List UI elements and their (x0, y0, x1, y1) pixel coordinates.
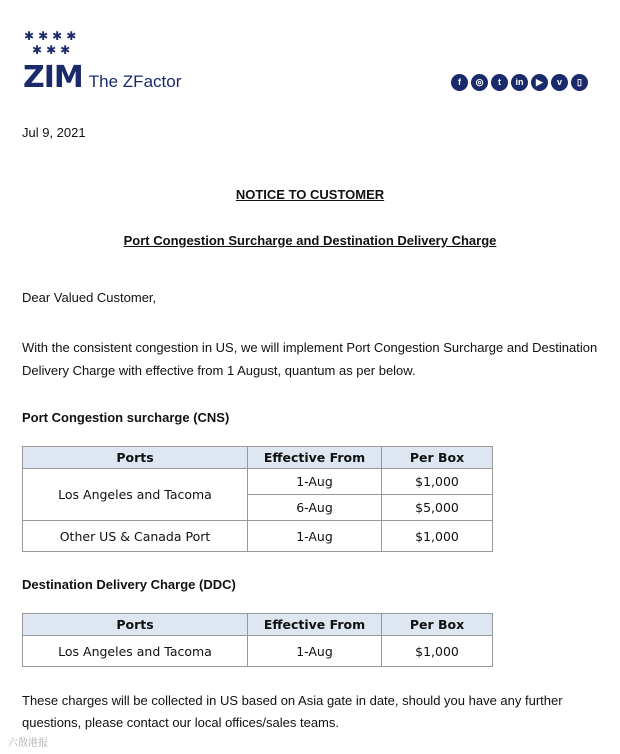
logo-tagline: The ZFactor (88, 72, 182, 91)
table-row (23, 469, 493, 495)
per-box-cell: $5,000 (382, 495, 493, 521)
letter-date: Jul 9, 2021 (22, 125, 86, 140)
ddc-heading: Destination Delivery Charge (DDC) (22, 577, 236, 592)
port-cell: Other US & Canada Port (23, 521, 248, 552)
intro-line-2: Delivery Charge with effective from 1 August, quantum as per below. (22, 363, 416, 378)
closing-paragraph (22, 690, 602, 734)
table-header-row (23, 447, 493, 469)
effective-from-cell: 1-Aug (248, 521, 382, 552)
port-cell: Los Angeles and Tacoma (23, 469, 248, 521)
linkedin-icon[interactable]: in (511, 74, 528, 91)
social-links (451, 74, 588, 91)
col-header-per-box: Per Box (382, 447, 493, 469)
col-header-effective-from: Effective From (248, 447, 382, 469)
effective-from-cell: 1-Aug (248, 636, 382, 667)
watermark: 六散港报 (8, 738, 48, 749)
intro-line-1: With the consistent congestion in US, we will implement Port Congestion Surcharge and Destination (22, 340, 598, 355)
vimeo-icon[interactable]: v (551, 74, 568, 91)
col-header-ports: Ports (23, 447, 248, 469)
mobile-icon[interactable]: ▯ (571, 74, 588, 91)
youtube-icon[interactable]: ▶ (531, 74, 548, 91)
closing-line-2: questions, please contact our local offices/sales teams. (22, 715, 339, 730)
company-logo (23, 60, 181, 95)
per-box-cell: $1,000 (382, 521, 493, 552)
instagram-icon[interactable]: ◎ (471, 74, 488, 91)
table-row (23, 636, 493, 667)
col-header-ports: Ports (23, 614, 248, 636)
effective-from-cell: 1-Aug (248, 469, 382, 495)
per-box-cell: $1,000 (382, 636, 493, 667)
notice-title: NOTICE TO CUSTOMER (235, 187, 385, 202)
ddc-table (22, 613, 493, 667)
facebook-icon[interactable]: f (451, 74, 468, 91)
table-header-row (23, 614, 493, 636)
notice-subtitle: Port Congestion Surcharge and Destination Delivery Charge (123, 233, 497, 248)
col-header-effective-from: Effective From (248, 614, 382, 636)
col-header-per-box: Per Box (382, 614, 493, 636)
intro-paragraph (22, 336, 602, 382)
closing-line-1: These charges will be collected in US based on Asia gate in date, should you have any further (22, 693, 563, 708)
port-cell: Los Angeles and Tacoma (23, 636, 248, 667)
cns-heading: Port Congestion surcharge (CNS) (22, 410, 230, 425)
table-row (23, 521, 493, 552)
twitter-icon[interactable]: t (491, 74, 508, 91)
logo-wordmark: ZIM (23, 60, 83, 95)
cns-table (22, 446, 493, 552)
greeting: Dear Valued Customer, (22, 290, 157, 305)
per-box-cell: $1,000 (382, 469, 493, 495)
effective-from-cell: 6-Aug (248, 495, 382, 521)
logo-stars: ✱ ✱ ✱ ✱ ✱ ✱ ✱ (24, 29, 77, 57)
